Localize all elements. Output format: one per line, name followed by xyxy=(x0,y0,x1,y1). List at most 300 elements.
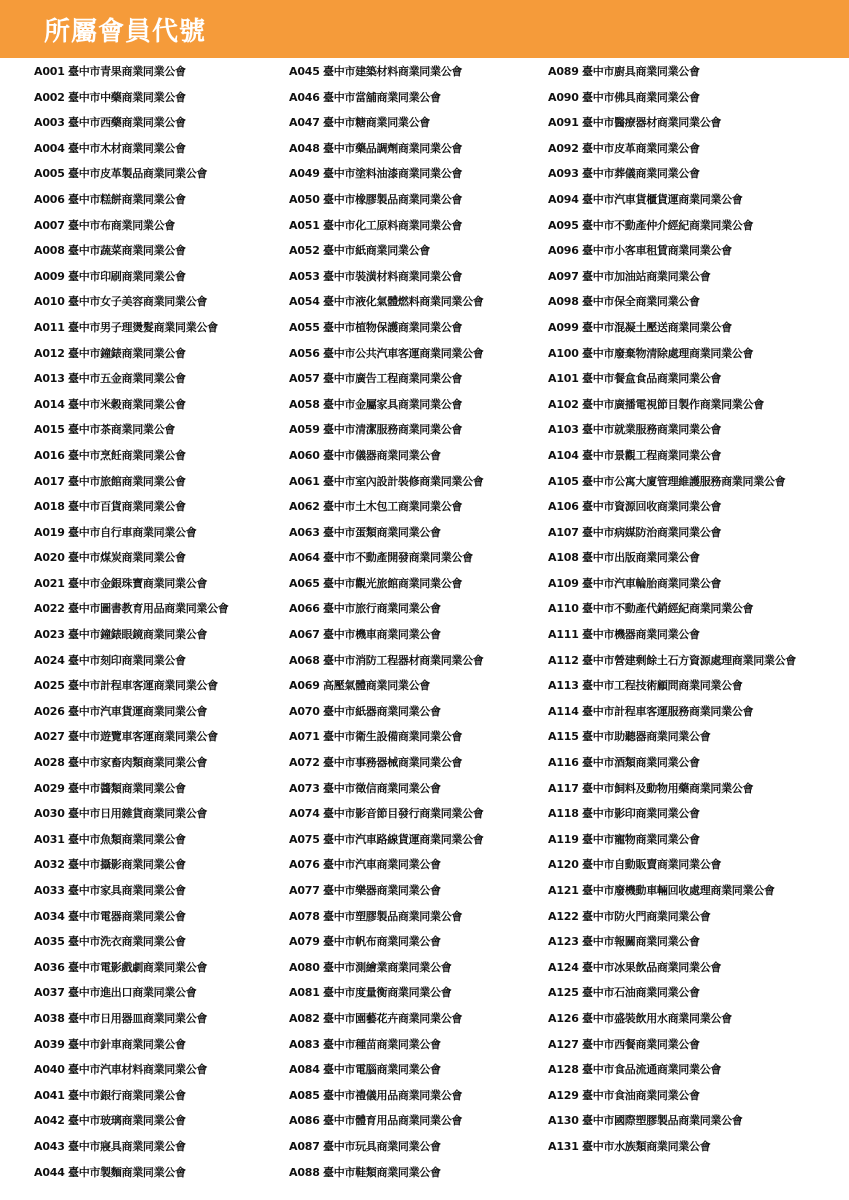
member-association-name: 臺中市帆布商業同業公會 xyxy=(323,935,441,949)
member-association-name: 臺中市廢機動車輛回收處理商業同業公會 xyxy=(582,884,775,897)
member-code: A006 xyxy=(34,192,65,206)
member-association-name: 臺中市蔬菜商業同業公會 xyxy=(68,244,186,258)
member-entry xyxy=(548,703,843,729)
member-association-name: 臺中市汽車路線貨運商業同業公會 xyxy=(323,832,484,846)
member-code: A012 xyxy=(34,346,65,360)
member-entry xyxy=(34,984,284,1010)
member-entry xyxy=(34,933,284,959)
member-association-name: 臺中市煤炭商業同業公會 xyxy=(68,551,186,565)
member-entry xyxy=(548,780,843,806)
member-entry xyxy=(548,319,843,345)
member-code: A064 xyxy=(289,551,320,565)
member-entry xyxy=(34,1036,284,1062)
member-association-name: 臺中市消防工程器材商業同業公會 xyxy=(323,653,484,667)
member-entry xyxy=(289,447,544,473)
member-code: A027 xyxy=(34,730,65,744)
member-entry xyxy=(289,63,544,89)
member-entry xyxy=(289,780,544,806)
member-entry xyxy=(548,652,843,678)
member-code: A020 xyxy=(34,551,65,565)
member-code: A105 xyxy=(548,474,579,488)
member-code: A024 xyxy=(34,653,65,667)
member-association-name: 臺中市青果商業同業公會 xyxy=(68,65,186,78)
member-entry xyxy=(289,959,544,985)
member-association-name: 臺中市旅行商業同業公會 xyxy=(323,602,441,616)
member-entry xyxy=(548,89,843,115)
member-code: A037 xyxy=(34,986,65,1000)
member-entry xyxy=(548,1112,843,1138)
member-entry xyxy=(548,473,843,499)
member-code: A069 xyxy=(289,679,320,693)
member-association-name: 臺中市塗料油漆商業同業公會 xyxy=(323,167,463,181)
member-association-name: 臺中市米穀商業同業公會 xyxy=(68,397,186,411)
member-entry xyxy=(289,524,544,550)
member-association-name: 臺中市進出口商業同業公會 xyxy=(68,986,197,1000)
member-association-name: 臺中市禮儀用品商業同業公會 xyxy=(323,1088,463,1102)
member-association-name: 臺中市小客車租賃商業同業公會 xyxy=(582,244,732,258)
member-entry xyxy=(548,882,843,908)
member-association-name: 臺中市儀器商業同業公會 xyxy=(323,448,441,462)
member-association-name: 臺中市盛裝飲用水商業同業公會 xyxy=(582,1011,732,1025)
member-association-name: 臺中市助聽器商業同業公會 xyxy=(582,730,711,744)
member-association-name: 臺中市玩具商業同業公會 xyxy=(323,1139,441,1153)
member-entry xyxy=(34,703,284,729)
member-association-name: 臺中市水族類商業同業公會 xyxy=(582,1139,711,1153)
member-code: A067 xyxy=(289,628,320,642)
member-association-name: 臺中市機器商業同業公會 xyxy=(582,628,700,642)
member-association-name: 臺中市飼料及動物用藥商業同業公會 xyxy=(582,781,754,795)
member-code: A029 xyxy=(34,781,65,795)
member-entry xyxy=(289,984,544,1010)
member-association-name: 臺中市廚具商業同業公會 xyxy=(582,65,700,78)
member-code: A043 xyxy=(34,1139,65,1153)
member-entry xyxy=(548,1087,843,1113)
member-entry xyxy=(34,319,284,345)
member-code: A103 xyxy=(548,423,579,437)
member-association-name: 臺中市不動產仲介經紀商業同業公會 xyxy=(582,218,754,232)
member-association-name: 臺中市清潔服務商業同業公會 xyxy=(323,423,463,437)
member-entry xyxy=(289,396,544,422)
member-association-name: 臺中市烹飪商業同業公會 xyxy=(68,448,186,462)
member-association-name: 臺中市病媒防治商業同業公會 xyxy=(582,525,722,539)
member-entry xyxy=(548,396,843,422)
member-entry xyxy=(289,703,544,729)
member-association-name: 臺中市體育用品商業同業公會 xyxy=(323,1114,463,1128)
member-entry xyxy=(289,908,544,934)
member-entry xyxy=(34,754,284,780)
member-code: A096 xyxy=(548,244,579,258)
member-association-name: 臺中市報關商業同業公會 xyxy=(582,935,700,949)
member-association-name: 臺中市圖書教育用品商業同業公會 xyxy=(68,602,229,616)
member-code: A074 xyxy=(289,807,320,821)
member-entry xyxy=(289,140,544,166)
member-association-name: 臺中市液化氣體燃料商業同業公會 xyxy=(323,295,484,309)
member-code: A041 xyxy=(34,1088,65,1102)
member-code: A051 xyxy=(289,218,320,232)
member-entry xyxy=(548,293,843,319)
member-entry xyxy=(289,805,544,831)
member-code: A016 xyxy=(34,448,65,462)
member-entry xyxy=(34,1061,284,1087)
member-entry xyxy=(548,1061,843,1087)
member-association-name: 臺中市刻印商業同業公會 xyxy=(68,653,186,667)
member-entry xyxy=(289,114,544,140)
member-entry xyxy=(548,165,843,191)
member-association-name: 臺中市醫療器材商業同業公會 xyxy=(582,116,722,130)
member-code: A087 xyxy=(289,1139,320,1153)
member-association-name: 臺中市糖商業同業公會 xyxy=(323,116,430,130)
member-code: A100 xyxy=(548,346,579,360)
member-code: A078 xyxy=(289,909,320,923)
member-code: A115 xyxy=(548,730,579,744)
member-association-name: 臺中市公寓大廈管理維護服務商業同業公會 xyxy=(582,474,786,488)
member-association-name: 臺中市藥品調劑商業同業公會 xyxy=(323,141,463,155)
member-code: A123 xyxy=(548,935,579,949)
member-code: A004 xyxy=(34,141,65,155)
member-association-name: 臺中市食油商業同業公會 xyxy=(582,1088,700,1102)
member-entry xyxy=(34,959,284,985)
member-code: A093 xyxy=(548,167,579,181)
member-association-name: 臺中市皮革商業同業公會 xyxy=(582,141,700,155)
member-entry xyxy=(548,831,843,857)
member-association-name: 臺中市糕餅商業同業公會 xyxy=(68,192,186,206)
member-code: A124 xyxy=(548,960,579,974)
member-entry xyxy=(34,831,284,857)
member-code: A009 xyxy=(34,269,65,283)
member-entry xyxy=(289,1164,544,1190)
member-code: A111 xyxy=(548,628,579,642)
member-association-name: 臺中市汽車貨櫃貨運商業同業公會 xyxy=(582,192,743,206)
member-association-name: 臺中市不動產代銷經紀商業同業公會 xyxy=(582,602,754,616)
member-association-name: 臺中市寢具商業同業公會 xyxy=(68,1139,186,1153)
member-association-name: 臺中市當舖商業同業公會 xyxy=(323,90,441,104)
member-association-name: 臺中市紙器商業同業公會 xyxy=(323,704,441,718)
member-entry xyxy=(548,524,843,550)
member-entry xyxy=(34,1087,284,1113)
member-code: A085 xyxy=(289,1088,320,1102)
member-association-name: 臺中市紙商業同業公會 xyxy=(323,244,430,258)
member-entry xyxy=(34,191,284,217)
member-entry xyxy=(34,268,284,294)
member-entry xyxy=(34,114,284,140)
member-code: A047 xyxy=(289,116,320,130)
member-code: A070 xyxy=(289,704,320,718)
member-association-name: 臺中市醬類商業同業公會 xyxy=(68,781,186,795)
member-entry xyxy=(34,728,284,754)
member-code: A071 xyxy=(289,730,320,744)
member-entry xyxy=(289,89,544,115)
member-code: A015 xyxy=(34,423,65,437)
member-entry xyxy=(289,1087,544,1113)
member-association-name: 臺中市酒類商業同業公會 xyxy=(582,756,700,770)
member-entry xyxy=(289,473,544,499)
member-association-name: 臺中市茶商業同業公會 xyxy=(68,423,175,437)
member-code: A056 xyxy=(289,346,320,360)
member-code: A097 xyxy=(548,269,579,283)
member-association-name: 臺中市女子美容商業同業公會 xyxy=(68,295,208,309)
member-association-name: 臺中市汽車商業同業公會 xyxy=(323,858,441,872)
member-association-name: 臺中市出版商業同業公會 xyxy=(582,551,700,565)
member-association-name: 臺中市日用雜貨商業同業公會 xyxy=(68,807,208,821)
member-code: A010 xyxy=(34,295,65,309)
member-association-name: 臺中市就業服務商業同業公會 xyxy=(582,423,722,437)
member-entry xyxy=(34,882,284,908)
member-code: A089 xyxy=(548,65,579,78)
member-code: A048 xyxy=(289,141,320,155)
member-code: A031 xyxy=(34,832,65,846)
member-association-name: 臺中市加油站商業同業公會 xyxy=(582,269,711,283)
member-code: A032 xyxy=(34,858,65,872)
member-association-name: 臺中市針車商業同業公會 xyxy=(68,1037,186,1051)
member-code: A001 xyxy=(34,65,65,78)
member-association-name: 臺中市電影戲劇商業同業公會 xyxy=(68,960,208,974)
member-entry xyxy=(34,805,284,831)
member-entry xyxy=(34,473,284,499)
member-code: A095 xyxy=(548,218,579,232)
member-code: A014 xyxy=(34,397,65,411)
member-association-name: 臺中市木材商業同業公會 xyxy=(68,141,186,155)
member-association-name: 臺中市營建剩餘土石方資源處理商業同業公會 xyxy=(582,653,796,667)
member-entry xyxy=(34,626,284,652)
member-entry xyxy=(289,549,544,575)
member-association-name: 臺中市汽車貨運商業同業公會 xyxy=(68,704,208,718)
member-entry xyxy=(289,293,544,319)
member-code: A008 xyxy=(34,244,65,258)
member-code: A122 xyxy=(548,909,579,923)
member-association-name: 臺中市事務器械商業同業公會 xyxy=(323,756,463,770)
member-code: A131 xyxy=(548,1139,579,1153)
member-association-name: 臺中市汽車輪胎商業同業公會 xyxy=(582,576,722,590)
member-entry xyxy=(548,933,843,959)
member-code: A126 xyxy=(548,1011,579,1025)
member-entry xyxy=(289,933,544,959)
member-entry xyxy=(34,524,284,550)
member-code: A036 xyxy=(34,960,65,974)
member-code: A117 xyxy=(548,781,579,795)
member-entry xyxy=(548,677,843,703)
member-code: A060 xyxy=(289,448,320,462)
member-code: A063 xyxy=(289,525,320,539)
member-entry xyxy=(289,319,544,345)
member-association-name: 臺中市遊覽車客運商業同業公會 xyxy=(68,730,218,744)
member-code: A019 xyxy=(34,525,65,539)
member-code: A046 xyxy=(289,90,320,104)
member-association-name: 臺中市自動販賣商業同業公會 xyxy=(582,858,722,872)
member-association-name: 臺中市電腦商業同業公會 xyxy=(323,1063,441,1077)
member-entry xyxy=(34,447,284,473)
member-association-name: 臺中市葬儀商業同業公會 xyxy=(582,167,700,181)
member-association-name: 臺中市樂器商業同業公會 xyxy=(323,884,441,897)
member-entry xyxy=(289,345,544,371)
member-entry xyxy=(289,370,544,396)
member-entry xyxy=(548,140,843,166)
member-code: A026 xyxy=(34,704,65,718)
member-entry xyxy=(289,754,544,780)
member-code: A118 xyxy=(548,807,579,821)
member-association-name: 臺中市男子理燙髮商業同業公會 xyxy=(68,320,218,334)
member-code: A038 xyxy=(34,1011,65,1025)
member-association-name: 臺中市塑膠製品商業同業公會 xyxy=(323,909,463,923)
member-entry xyxy=(289,217,544,243)
member-association-name: 臺中市印刷商業同業公會 xyxy=(68,269,186,283)
member-code: A033 xyxy=(34,884,65,897)
member-association-name: 臺中市混凝土壓送商業同業公會 xyxy=(582,320,732,334)
member-association-name: 臺中市家畜肉類商業同業公會 xyxy=(68,756,208,770)
member-entry xyxy=(548,728,843,754)
member-code: A101 xyxy=(548,372,579,386)
member-association-name: 臺中市保全商業同業公會 xyxy=(582,295,700,309)
member-code: A045 xyxy=(289,65,320,78)
member-entry xyxy=(548,626,843,652)
member-entry xyxy=(34,421,284,447)
member-association-name: 臺中市鞋類商業同業公會 xyxy=(323,1165,441,1179)
member-entry xyxy=(548,1138,843,1164)
member-entry xyxy=(289,575,544,601)
member-list-column-2 xyxy=(289,63,544,1189)
member-code: A072 xyxy=(289,756,320,770)
member-code: A081 xyxy=(289,986,320,1000)
member-association-name: 臺中市計程車客運商業同業公會 xyxy=(68,679,218,693)
member-association-name: 臺中市食品流通商業同業公會 xyxy=(582,1063,722,1077)
member-code: A059 xyxy=(289,423,320,437)
member-code: A005 xyxy=(34,167,65,181)
member-entry xyxy=(289,165,544,191)
member-code: A112 xyxy=(548,653,579,667)
member-association-name: 臺中市土木包工商業同業公會 xyxy=(323,500,463,514)
member-entry xyxy=(34,242,284,268)
member-entry xyxy=(289,856,544,882)
member-entry xyxy=(548,447,843,473)
member-code: A057 xyxy=(289,372,320,386)
member-code: A091 xyxy=(548,116,579,130)
member-association-name: 臺中市建築材料商業同業公會 xyxy=(323,65,463,78)
member-code: A076 xyxy=(289,858,320,872)
member-entry xyxy=(34,165,284,191)
member-entry xyxy=(34,345,284,371)
member-association-name: 臺中市百貨商業同業公會 xyxy=(68,500,186,514)
member-entry xyxy=(289,1138,544,1164)
member-association-name: 臺中市裝潢材料商業同業公會 xyxy=(323,269,463,283)
member-association-name: 臺中市鐘錶商業同業公會 xyxy=(68,346,186,360)
member-association-name: 臺中市衛生設備商業同業公會 xyxy=(323,730,463,744)
member-association-name: 臺中市皮革製品商業同業公會 xyxy=(68,167,208,181)
member-entry xyxy=(548,370,843,396)
member-association-name: 臺中市計程車客運服務商業同業公會 xyxy=(582,704,754,718)
member-code: A018 xyxy=(34,500,65,514)
member-entry xyxy=(289,1061,544,1087)
member-entry xyxy=(548,549,843,575)
member-code: A129 xyxy=(548,1088,579,1102)
member-association-name: 臺中市橡膠製品商業同業公會 xyxy=(323,192,463,206)
member-code: A058 xyxy=(289,397,320,411)
member-entry xyxy=(548,908,843,934)
member-association-name: 臺中市中藥商業同業公會 xyxy=(68,90,186,104)
member-association-name: 臺中市日用器皿商業同業公會 xyxy=(68,1011,208,1025)
member-association-name: 臺中市種苗商業同業公會 xyxy=(323,1037,441,1051)
member-code: A090 xyxy=(548,90,579,104)
member-association-name: 臺中市室內設計裝修商業同業公會 xyxy=(323,474,484,488)
member-code: A062 xyxy=(289,500,320,514)
member-association-name: 臺中市家具商業同業公會 xyxy=(68,884,186,897)
member-code: A083 xyxy=(289,1037,320,1051)
member-code: A050 xyxy=(289,192,320,206)
member-entry xyxy=(548,575,843,601)
member-code: A088 xyxy=(289,1165,320,1179)
member-association-name: 臺中市旅館商業同業公會 xyxy=(68,474,186,488)
member-code: A061 xyxy=(289,474,320,488)
member-entry xyxy=(289,1036,544,1062)
member-code: A054 xyxy=(289,295,320,309)
member-entry xyxy=(289,1112,544,1138)
member-code: A107 xyxy=(548,525,579,539)
member-code: A084 xyxy=(289,1063,320,1077)
member-code: A052 xyxy=(289,244,320,258)
member-entry xyxy=(34,908,284,934)
member-association-name: 臺中市電器商業同業公會 xyxy=(68,909,186,923)
member-code: A120 xyxy=(548,858,579,872)
member-association-name: 臺中市機車商業同業公會 xyxy=(323,628,441,642)
member-code: A106 xyxy=(548,500,579,514)
member-entry xyxy=(34,1010,284,1036)
member-code: A034 xyxy=(34,909,65,923)
member-entry xyxy=(34,293,284,319)
member-association-name: 臺中市西藥商業同業公會 xyxy=(68,116,186,130)
member-association-name: 臺中市冰果飲品商業同業公會 xyxy=(582,960,722,974)
member-association-name: 臺中市防火門商業同業公會 xyxy=(582,909,711,923)
member-entry xyxy=(34,600,284,626)
member-entry xyxy=(34,549,284,575)
member-code: A068 xyxy=(289,653,320,667)
member-code: A002 xyxy=(34,90,65,104)
member-association-name: 臺中市廣告工程商業同業公會 xyxy=(323,372,463,386)
member-code: A040 xyxy=(34,1063,65,1077)
member-list-column-3 xyxy=(548,63,843,1164)
member-association-name: 臺中市餐盒食品商業同業公會 xyxy=(582,372,722,386)
member-entry xyxy=(548,191,843,217)
member-code: A128 xyxy=(548,1063,579,1077)
member-association-name: 臺中市影音節目發行商業同業公會 xyxy=(323,807,484,821)
member-code: A017 xyxy=(34,474,65,488)
member-code: A028 xyxy=(34,756,65,770)
member-code: A075 xyxy=(289,832,320,846)
member-association-name: 臺中市園藝花卉商業同業公會 xyxy=(323,1011,463,1025)
member-association-name: 臺中市金屬家具商業同業公會 xyxy=(323,397,463,411)
member-entry xyxy=(34,575,284,601)
member-entry xyxy=(289,882,544,908)
member-association-name: 臺中市蛋類商業同業公會 xyxy=(323,525,441,539)
member-code: A021 xyxy=(34,576,65,590)
member-entry xyxy=(34,1138,284,1164)
member-code: A110 xyxy=(548,602,579,616)
member-association-name: 臺中市寵物商業同業公會 xyxy=(582,832,700,846)
member-entry xyxy=(289,498,544,524)
member-code: A130 xyxy=(548,1114,579,1128)
member-code: A116 xyxy=(548,756,579,770)
member-entry xyxy=(289,728,544,754)
member-code: A065 xyxy=(289,576,320,590)
member-code: A077 xyxy=(289,884,320,897)
member-entry xyxy=(548,984,843,1010)
member-association-name: 臺中市銀行商業同業公會 xyxy=(68,1088,186,1102)
member-association-name: 臺中市汽車材料商業同業公會 xyxy=(68,1063,208,1077)
member-entry xyxy=(34,780,284,806)
member-code: A035 xyxy=(34,935,65,949)
member-entry xyxy=(34,1112,284,1138)
member-entry xyxy=(548,1010,843,1036)
header-banner xyxy=(0,0,849,58)
member-entry xyxy=(34,856,284,882)
member-code: A030 xyxy=(34,807,65,821)
